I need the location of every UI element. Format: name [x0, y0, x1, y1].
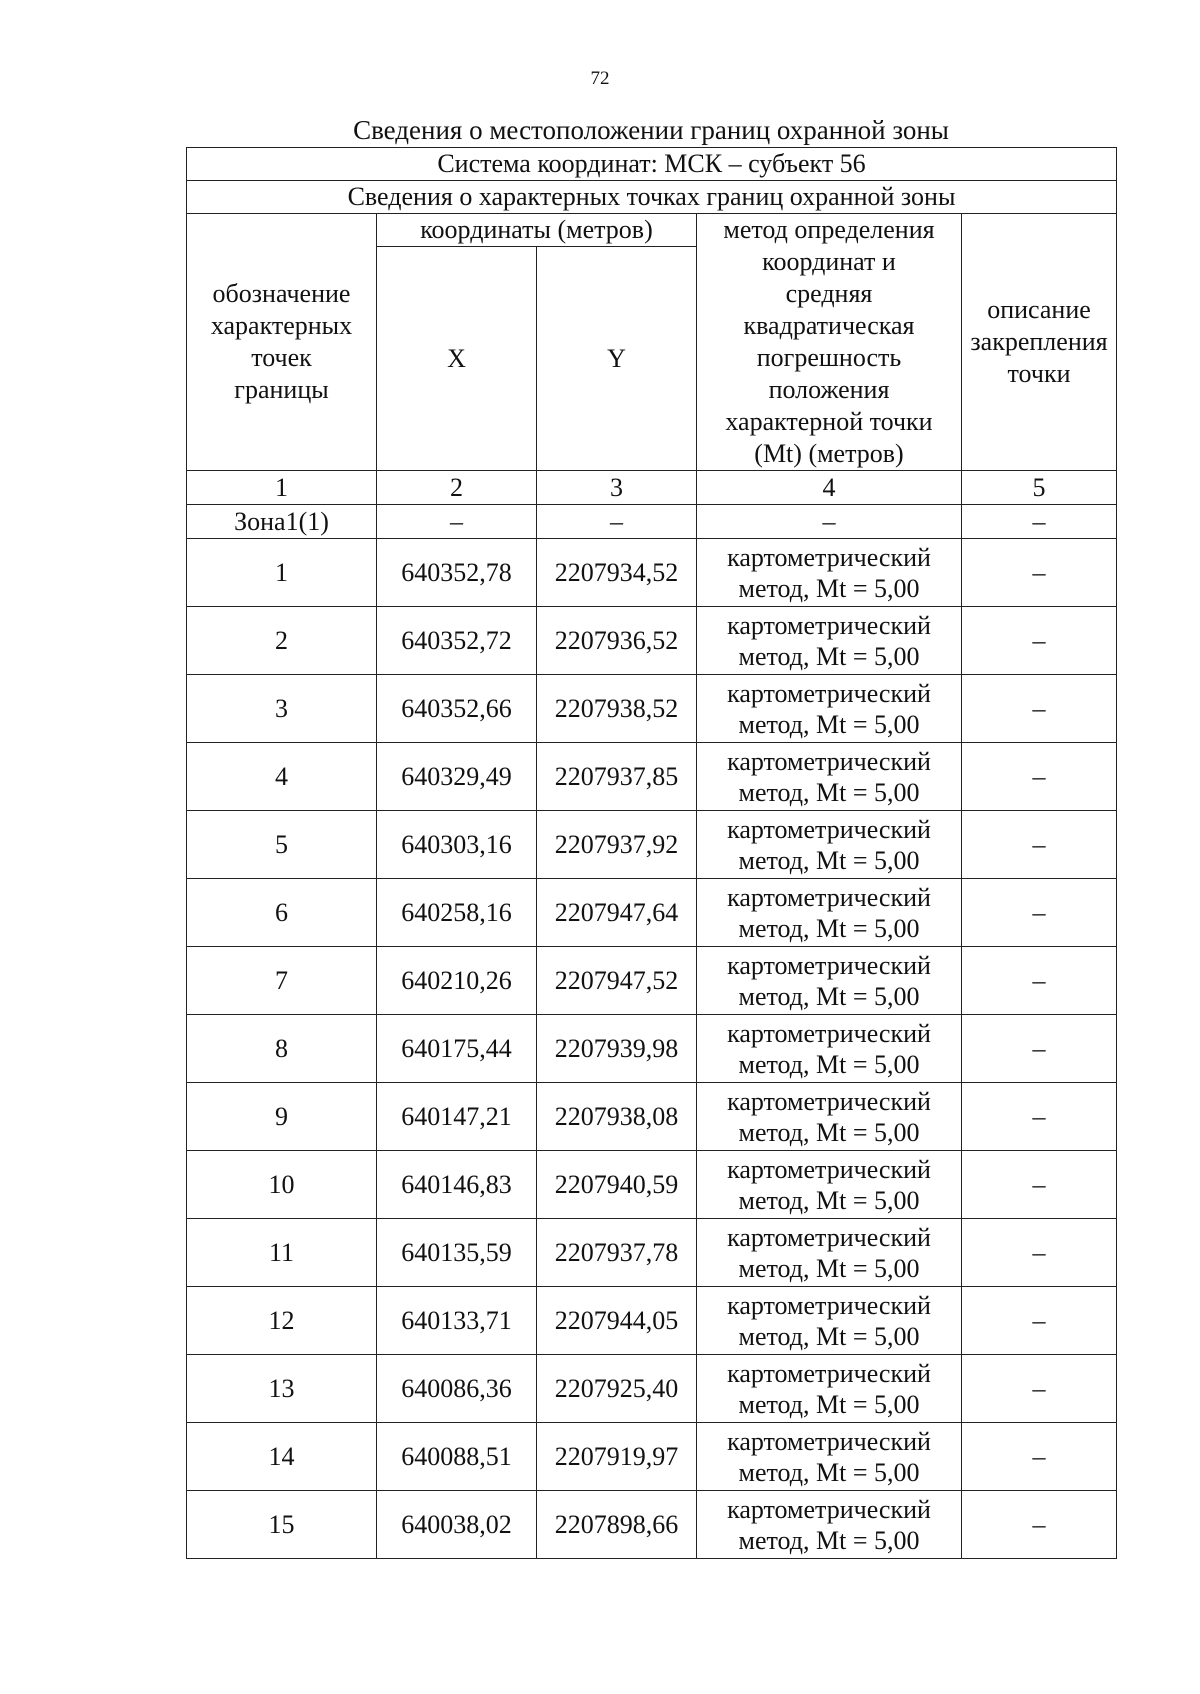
point-number-cell: 9: [187, 1083, 377, 1151]
method-line: картометрический: [727, 1494, 931, 1524]
x-coordinate-cell: 640147,21: [377, 1083, 537, 1151]
column-header-row: [187, 214, 1117, 247]
method-header-line: метод определения: [723, 215, 935, 244]
method-line: картометрический: [727, 1222, 931, 1252]
point-number-cell: 1: [187, 539, 377, 607]
method-line: картометрический: [727, 542, 931, 572]
table-row: [187, 1287, 1117, 1355]
x-coordinate-cell: 640133,71: [377, 1287, 537, 1355]
point-number-cell: 13: [187, 1355, 377, 1423]
table-row: [187, 1491, 1117, 1559]
designation-header-line: границы: [234, 375, 329, 404]
designation-header: [187, 214, 377, 471]
method-accuracy-line: метод, Mt = 5,00: [738, 1321, 920, 1351]
table-row: [187, 1083, 1117, 1151]
point-number-cell: 14: [187, 1423, 377, 1491]
description-cell: –: [962, 947, 1117, 1015]
method-line: картометрический: [727, 1426, 931, 1456]
description-cell: –: [962, 539, 1117, 607]
description-cell: –: [962, 811, 1117, 879]
description-cell: –: [962, 1355, 1117, 1423]
point-number-cell: 8: [187, 1015, 377, 1083]
method-header-line: погрешность: [756, 343, 902, 372]
x-coordinate-cell: 640303,16: [377, 811, 537, 879]
method-line: картометрический: [727, 1154, 931, 1184]
table-row: [187, 947, 1117, 1015]
method-line: картометрический: [727, 1086, 931, 1116]
method-accuracy-line: метод, Mt = 5,00: [738, 1457, 920, 1487]
method-cell: [697, 879, 962, 947]
table-body: [187, 148, 1117, 1559]
column-number-row: [187, 471, 1117, 505]
method-cell: [697, 947, 962, 1015]
table-row: [187, 1355, 1117, 1423]
document-title: Сведения о местоположении границ охранной зоны: [353, 115, 949, 145]
method-header: [697, 214, 962, 471]
method-accuracy-line: метод, Mt = 5,00: [738, 1389, 920, 1419]
description-cell: –: [962, 879, 1117, 947]
points-heading-cell: Сведения о характерных точках границ охранной зоны: [187, 181, 1117, 214]
y-coordinate-cell: 2207947,52: [537, 947, 697, 1015]
y-coordinate-cell: 2207919,97: [537, 1423, 697, 1491]
method-accuracy-line: метод, Mt = 5,00: [738, 573, 920, 603]
x-coordinate-cell: 640135,59: [377, 1219, 537, 1287]
coordinates-header: координаты (метров): [377, 214, 697, 247]
point-number-cell: 4: [187, 743, 377, 811]
method-accuracy-line: метод, Mt = 5,00: [738, 1525, 920, 1555]
table-row: [187, 539, 1117, 607]
description-cell: –: [962, 1423, 1117, 1491]
method-cell: [697, 1083, 962, 1151]
method-line: картометрический: [727, 1018, 931, 1048]
table-row: [187, 879, 1117, 947]
y-header: Y: [537, 247, 697, 471]
description-cell: –: [962, 743, 1117, 811]
coordinate-system-cell: Система координат: МСК – субъект 56: [187, 148, 1117, 181]
x-coordinate-cell: 640086,36: [377, 1355, 537, 1423]
method-accuracy-line: метод, Mt = 5,00: [738, 1117, 920, 1147]
method-line: картометрический: [727, 610, 931, 640]
table-row: [187, 1423, 1117, 1491]
method-cell: [697, 1151, 962, 1219]
method-line: картометрический: [727, 882, 931, 912]
method-line: картометрический: [727, 1290, 931, 1320]
y-coordinate-cell: 2207944,05: [537, 1287, 697, 1355]
y-coordinate-cell: 2207940,59: [537, 1151, 697, 1219]
description-cell: –: [962, 1083, 1117, 1151]
method-cell: [697, 1423, 962, 1491]
x-coordinate-cell: 640038,02: [377, 1491, 537, 1559]
table-row: [187, 811, 1117, 879]
x-coordinate-cell: 640258,16: [377, 879, 537, 947]
table-row: [187, 1015, 1117, 1083]
description-cell: –: [962, 1491, 1117, 1559]
method-line: картометрический: [727, 950, 931, 980]
method-cell: [697, 743, 962, 811]
point-number-cell: 2: [187, 607, 377, 675]
method-accuracy-line: метод, Mt = 5,00: [738, 709, 920, 739]
x-coordinate-cell: 640146,83: [377, 1151, 537, 1219]
column-number: 1: [187, 471, 377, 505]
method-cell: [697, 1015, 962, 1083]
y-coordinate-cell: 2207938,08: [537, 1083, 697, 1151]
designation-header-line: точек: [251, 343, 312, 372]
designation-header-line: обозначение: [212, 279, 351, 308]
zone-cell: –: [377, 505, 537, 539]
x-coordinate-cell: 640329,49: [377, 743, 537, 811]
method-accuracy-line: метод, Mt = 5,00: [738, 641, 920, 671]
description-cell: –: [962, 1219, 1117, 1287]
method-header-line: (Mt) (метров): [754, 439, 904, 468]
y-coordinate-cell: 2207898,66: [537, 1491, 697, 1559]
y-coordinate-cell: 2207947,64: [537, 879, 697, 947]
table-row: [187, 743, 1117, 811]
description-cell: –: [962, 1287, 1117, 1355]
x-header: X: [377, 247, 537, 471]
point-number-cell: 5: [187, 811, 377, 879]
method-accuracy-line: метод, Mt = 5,00: [738, 1185, 920, 1215]
method-header-line: координат и: [762, 247, 896, 276]
point-number-cell: 7: [187, 947, 377, 1015]
zone-cell: –: [962, 505, 1117, 539]
method-line: картометрический: [727, 1358, 931, 1388]
points-heading-row: [187, 181, 1117, 214]
column-number: 2: [377, 471, 537, 505]
method-cell: [697, 607, 962, 675]
method-accuracy-line: метод, Mt = 5,00: [738, 1253, 920, 1283]
table-row: [187, 1151, 1117, 1219]
column-number: 4: [697, 471, 962, 505]
y-coordinate-cell: 2207936,52: [537, 607, 697, 675]
y-coordinate-cell: 2207937,85: [537, 743, 697, 811]
description-header-line: точки: [1007, 359, 1071, 388]
method-cell: [697, 1491, 962, 1559]
method-header-line: квадратическая: [743, 311, 915, 340]
description-header: [962, 214, 1117, 471]
x-coordinate-cell: 640352,66: [377, 675, 537, 743]
x-coordinate-cell: 640175,44: [377, 1015, 537, 1083]
designation-header-line: характерных: [210, 311, 353, 340]
y-coordinate-cell: 2207934,52: [537, 539, 697, 607]
description-header-line: закрепления: [970, 327, 1108, 356]
point-number-cell: 11: [187, 1219, 377, 1287]
method-line: картометрический: [727, 814, 931, 844]
method-header-line: средняя: [785, 279, 873, 308]
method-cell: [697, 539, 962, 607]
description-cell: –: [962, 1151, 1117, 1219]
point-number-cell: 6: [187, 879, 377, 947]
method-line: картометрический: [727, 678, 931, 708]
column-number: 5: [962, 471, 1117, 505]
method-cell: [697, 1219, 962, 1287]
method-cell: [697, 1355, 962, 1423]
point-number-cell: 15: [187, 1491, 377, 1559]
method-cell: [697, 675, 962, 743]
point-number-cell: 3: [187, 675, 377, 743]
method-accuracy-line: метод, Mt = 5,00: [738, 1049, 920, 1079]
method-accuracy-line: метод, Mt = 5,00: [738, 777, 920, 807]
description-cell: –: [962, 1015, 1117, 1083]
table-row: [187, 675, 1117, 743]
description-cell: –: [962, 607, 1117, 675]
x-coordinate-cell: 640088,51: [377, 1423, 537, 1491]
method-accuracy-line: метод, Mt = 5,00: [738, 913, 920, 943]
method-header-line: характерной точки: [725, 407, 933, 436]
x-coordinate-cell: 640210,26: [377, 947, 537, 1015]
point-number-cell: 10: [187, 1151, 377, 1219]
y-coordinate-cell: 2207939,98: [537, 1015, 697, 1083]
table-row: [187, 607, 1117, 675]
method-accuracy-line: метод, Mt = 5,00: [738, 845, 920, 875]
y-coordinate-cell: 2207937,92: [537, 811, 697, 879]
y-coordinate-cell: 2207925,40: [537, 1355, 697, 1423]
description-cell: –: [962, 675, 1117, 743]
method-cell: [697, 1287, 962, 1355]
zone-row: [187, 505, 1117, 539]
method-accuracy-line: метод, Mt = 5,00: [738, 981, 920, 1011]
x-coordinate-cell: 640352,78: [377, 539, 537, 607]
column-number: 3: [537, 471, 697, 505]
method-line: картометрический: [727, 746, 931, 776]
description-header-line: описание: [987, 295, 1091, 324]
zone-cell: –: [697, 505, 962, 539]
y-coordinate-cell: 2207938,52: [537, 675, 697, 743]
method-header-line: положения: [768, 375, 890, 404]
method-cell: [697, 811, 962, 879]
y-coordinate-cell: 2207937,78: [537, 1219, 697, 1287]
coordinates-table: [186, 147, 1117, 1559]
coordinate-system-row: [187, 148, 1117, 181]
page-number: 72: [590, 68, 610, 89]
x-coordinate-cell: 640352,72: [377, 607, 537, 675]
table-row: [187, 1219, 1117, 1287]
point-number-cell: 12: [187, 1287, 377, 1355]
zone-cell: –: [537, 505, 697, 539]
zone-label: Зона1(1): [187, 505, 377, 539]
